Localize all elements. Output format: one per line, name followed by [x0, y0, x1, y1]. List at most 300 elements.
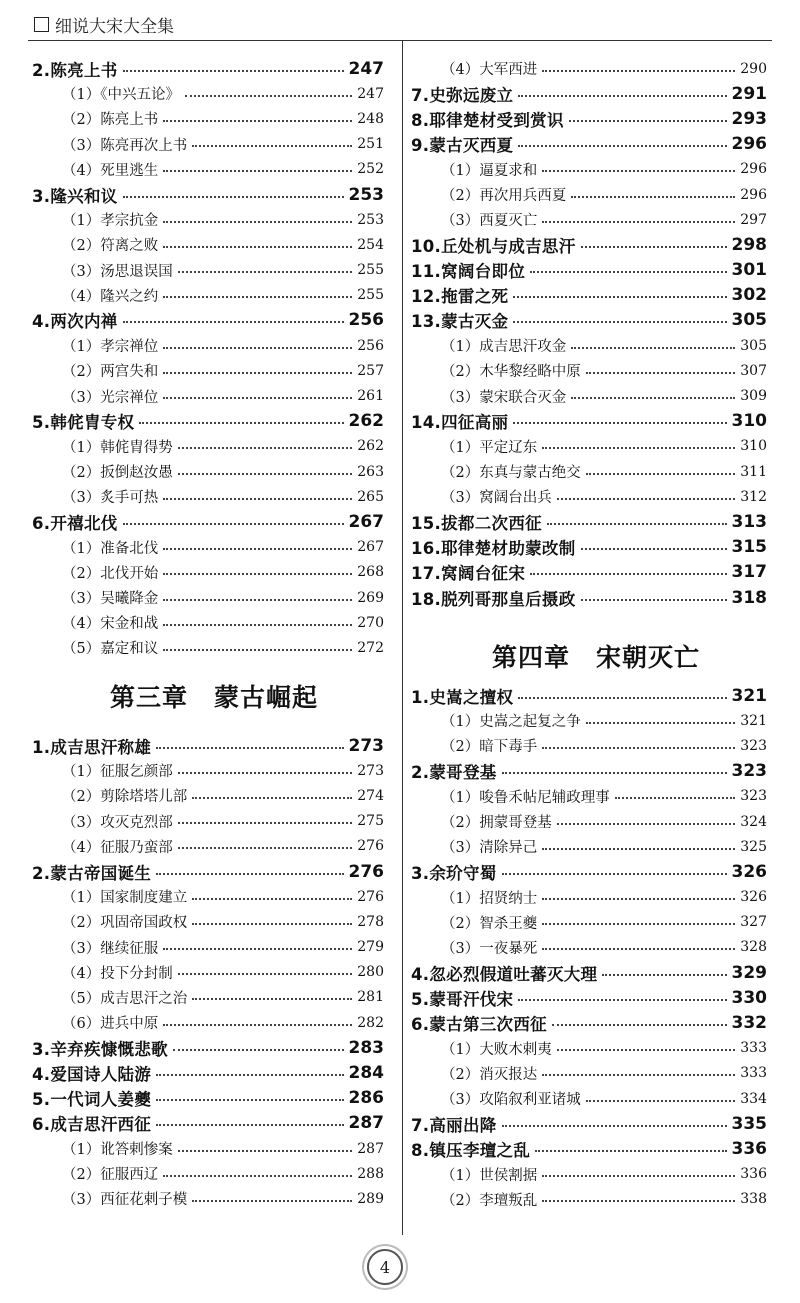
toc-subsection-entry	[32, 1186, 384, 1211]
toc-subsection-entry	[32, 132, 384, 157]
toc-entry-title: （1）世侯割据	[441, 1167, 538, 1184]
toc-subsection-entry	[32, 585, 384, 610]
toc-entry-title: （2）陈亮上书	[62, 112, 159, 129]
toc-entry-title: （3）西征花剌子模	[62, 1192, 188, 1209]
toc-entry-page: 251	[357, 136, 384, 153]
toc-entry-page: 297	[740, 211, 767, 228]
dot-leader	[513, 422, 726, 424]
toc-column-left-top	[32, 56, 384, 661]
toc-entry-title: （1）讹答剌惨案	[62, 1142, 173, 1159]
toc-entry-title: 12.拖雷之死	[411, 287, 509, 307]
toc-entry-page: 307	[740, 362, 767, 379]
toc-entry-title: 8.镇压李璮之乱	[411, 1140, 531, 1160]
toc-entry-title: （4）死里逃生	[62, 162, 159, 179]
toc-entry-title: （3）攻灭克烈部	[62, 814, 173, 831]
toc-section-entry	[411, 81, 767, 106]
toc-column-right-top	[411, 56, 767, 610]
dot-leader	[178, 1150, 353, 1152]
toc-section-entry	[411, 509, 767, 534]
dot-leader	[586, 1100, 736, 1102]
dot-leader	[139, 422, 343, 424]
toc-entry-page: 255	[357, 262, 384, 279]
toc-entry-title: 18.脱列哥那皇后摄政	[411, 589, 576, 609]
toc-entry-page: 312	[740, 488, 767, 505]
dot-leader	[156, 873, 343, 875]
toc-entry-title: （2）木华黎经略中原	[441, 364, 581, 381]
toc-entry-page: 276	[348, 861, 384, 882]
dot-leader	[192, 1200, 352, 1202]
toc-subsection-entry	[32, 535, 384, 560]
toc-entry-page: 275	[357, 813, 384, 830]
toc-section-entry	[32, 1035, 384, 1060]
toc-entry-title: 4.爱国诗人陆游	[32, 1065, 152, 1085]
dot-leader	[163, 573, 352, 575]
toc-section-entry	[32, 308, 384, 333]
dot-leader	[557, 823, 736, 825]
dot-leader	[163, 948, 352, 950]
toc-column-right-bottom	[411, 683, 767, 1212]
dot-leader	[552, 1024, 727, 1026]
toc-section-entry	[411, 585, 767, 610]
dot-leader	[513, 321, 726, 323]
toc-entry-title: 5.一代词人姜夔	[32, 1090, 152, 1110]
header-rule	[28, 40, 772, 41]
dot-leader	[586, 473, 736, 475]
toc-section-entry	[32, 1111, 384, 1136]
toc-entry-page: 253	[348, 184, 384, 205]
toc-subsection-entry	[411, 383, 767, 408]
toc-entry-title: （2）符离之败	[62, 238, 159, 255]
toc-entry-page: 336	[740, 1166, 767, 1183]
toc-section-entry	[411, 132, 767, 157]
toc-entry-title: 6.蒙古第三次西征	[411, 1015, 547, 1035]
toc-entry-title: 15.拔都二次西征	[411, 513, 542, 533]
toc-entry-title: （4）大军西进	[441, 62, 538, 79]
toc-subsection-entry	[32, 484, 384, 509]
dot-leader	[178, 847, 353, 849]
toc-entry-page: 301	[731, 260, 767, 281]
toc-entry-title: 17.窝阔台征宋	[411, 564, 526, 584]
toc-entry-page: 323	[731, 761, 767, 782]
toc-entry-page: 247	[348, 58, 384, 79]
toc-entry-page: 326	[731, 861, 767, 882]
toc-entry-page: 336	[731, 1138, 767, 1159]
toc-section-entry	[411, 985, 767, 1010]
dot-leader	[518, 145, 726, 147]
toc-entry-page: 338	[740, 1191, 767, 1208]
toc-subsection-entry	[32, 758, 384, 783]
dot-leader	[542, 948, 735, 950]
toc-section-entry	[411, 1111, 767, 1136]
toc-entry-page: 281	[357, 989, 384, 1006]
toc-subsection-entry	[411, 708, 767, 733]
toc-entry-page: 328	[740, 939, 767, 956]
toc-entry-title: 7.史弥远废立	[411, 85, 514, 105]
toc-entry-title: （1）成吉思汗攻金	[441, 339, 567, 356]
toc-entry-page: 311	[740, 463, 767, 480]
toc-subsection-entry	[411, 885, 767, 910]
toc-subsection-entry	[411, 1187, 767, 1212]
toc-entry-page: 278	[357, 913, 384, 930]
dot-leader	[163, 624, 352, 626]
toc-entry-page: 256	[357, 337, 384, 354]
chapter-heading-4: 第四章 宋朝灭亡	[492, 643, 701, 672]
toc-entry-title: （3）清除异己	[441, 840, 538, 857]
toc-subsection-entry	[32, 884, 384, 909]
dot-leader	[163, 649, 352, 651]
dot-leader	[163, 372, 352, 374]
column-divider	[402, 40, 403, 1235]
dot-leader	[502, 1125, 727, 1127]
dot-leader	[535, 1150, 726, 1152]
toc-entry-title: 2.蒙哥登基	[411, 763, 497, 783]
toc-entry-page: 247	[357, 85, 384, 102]
dot-leader	[192, 797, 352, 799]
toc-entry-page: 252	[357, 161, 384, 178]
toc-entry-title: 3.余玠守蜀	[411, 863, 497, 883]
toc-entry-title: 11.窝阔台即位	[411, 262, 526, 282]
toc-entry-title: （2）智杀王夔	[441, 915, 538, 932]
toc-section-entry	[32, 182, 384, 207]
toc-section-entry	[411, 308, 767, 333]
toc-entry-title: （4）隆兴之约	[62, 288, 159, 305]
toc-entry-page: 267	[348, 511, 384, 532]
toc-entry-page: 273	[348, 735, 384, 756]
toc-subsection-entry	[32, 383, 384, 408]
dot-leader	[542, 1175, 735, 1177]
toc-entry-title: （3）西夏灭亡	[441, 213, 538, 230]
toc-entry-title: （3）一夜暴死	[441, 940, 538, 957]
dot-leader	[615, 797, 736, 799]
toc-entry-page: 296	[740, 186, 767, 203]
toc-entry-page: 269	[357, 589, 384, 606]
toc-entry-title: 1.成吉思汗称雄	[32, 737, 152, 757]
toc-entry-title: （5）成吉思汗之治	[62, 990, 188, 1007]
dot-leader	[542, 221, 735, 223]
dot-leader	[518, 999, 726, 1001]
toc-entry-title: 4.两次内禅	[32, 312, 118, 332]
dot-leader	[163, 498, 352, 500]
toc-subsection-entry	[411, 1162, 767, 1187]
toc-section-entry	[411, 960, 767, 985]
toc-entry-page: 309	[740, 388, 767, 405]
running-header	[34, 12, 174, 36]
toc-entry-page: 321	[740, 712, 767, 729]
toc-entry-title: （4）征服乃蛮部	[62, 839, 173, 856]
dot-leader	[178, 822, 353, 824]
toc-entry-title: （4）宋金和战	[62, 616, 159, 633]
dot-leader	[156, 1074, 343, 1076]
toc-entry-title: （3）汤思退误国	[62, 263, 173, 280]
toc-section-entry	[411, 283, 767, 308]
dot-leader	[542, 1074, 735, 1076]
dot-leader	[123, 523, 344, 525]
toc-entry-page: 310	[740, 438, 767, 455]
dot-leader	[163, 1024, 352, 1026]
toc-entry-page: 323	[740, 737, 767, 754]
dot-leader	[178, 473, 353, 475]
toc-subsection-entry	[411, 434, 767, 459]
dot-leader	[178, 271, 353, 273]
toc-subsection-entry	[32, 560, 384, 585]
toc-entry-page: 280	[357, 964, 384, 981]
dot-leader	[156, 1099, 343, 1101]
toc-entry-page: 254	[357, 236, 384, 253]
toc-subsection-entry	[32, 232, 384, 257]
toc-entry-page: 255	[357, 287, 384, 304]
dot-leader	[123, 70, 344, 72]
toc-entry-page: 287	[357, 1140, 384, 1157]
dot-leader	[163, 1175, 352, 1177]
dot-leader	[163, 548, 352, 550]
toc-subsection-entry	[32, 283, 384, 308]
toc-section-entry	[32, 409, 384, 434]
toc-entry-title: （2）东真与蒙古绝交	[441, 465, 581, 482]
toc-entry-page: 282	[357, 1014, 384, 1031]
toc-section-entry	[411, 759, 767, 784]
dot-leader	[185, 95, 352, 97]
toc-entry-title: （3）继续征服	[62, 940, 159, 957]
toc-subsection-entry	[32, 834, 384, 859]
toc-entry-title: 13.蒙古灭金	[411, 312, 509, 332]
toc-subsection-entry	[32, 434, 384, 459]
dot-leader	[163, 170, 352, 172]
toc-entry-page: 333	[740, 1065, 767, 1082]
toc-subsection-entry	[411, 1061, 767, 1086]
toc-entry-title: （2）再次用兵西夏	[441, 188, 567, 205]
dot-leader	[571, 196, 735, 198]
dot-leader	[557, 1049, 736, 1051]
toc-subsection-entry	[411, 834, 767, 859]
dot-leader	[192, 923, 352, 925]
toc-subsection-entry	[411, 809, 767, 834]
toc-subsection-entry	[32, 459, 384, 484]
dot-leader	[156, 747, 343, 749]
dot-leader	[518, 95, 726, 97]
toc-entry-title: （3）蒙宋联合灭金	[441, 389, 567, 406]
dot-leader	[530, 573, 726, 575]
toc-entry-title: （2）北伐开始	[62, 565, 159, 582]
toc-entry-page: 284	[348, 1063, 384, 1084]
dot-leader	[571, 347, 735, 349]
toc-entry-page: 333	[740, 1040, 767, 1057]
toc-entry-page: 334	[740, 1090, 767, 1107]
dot-leader	[178, 447, 353, 449]
toc-subsection-entry	[411, 935, 767, 960]
toc-subsection-entry	[411, 182, 767, 207]
toc-entry-title: （1）孝宗禅位	[62, 339, 159, 356]
toc-entry-page: 293	[731, 108, 767, 129]
toc-subsection-entry	[411, 1036, 767, 1061]
dot-leader	[163, 397, 352, 399]
toc-entry-page: 321	[731, 685, 767, 706]
dot-leader	[542, 848, 735, 850]
toc-entry-title: （1）韩侂胄得势	[62, 439, 173, 456]
toc-entry-page: 262	[357, 438, 384, 455]
toc-entry-title: 2.蒙古帝国诞生	[32, 863, 152, 883]
toc-entry-title: （2）两宫失和	[62, 364, 159, 381]
toc-entry-page: 324	[740, 813, 767, 830]
toc-entry-page: 310	[731, 411, 767, 432]
dot-leader	[156, 1124, 343, 1126]
toc-entry-title: 10.丘处机与成吉思汗	[411, 236, 576, 256]
toc-entry-title: 6.开禧北伐	[32, 513, 118, 533]
toc-section-entry	[411, 859, 767, 884]
toc-entry-title: （3）攻陷叙利亚诸城	[441, 1092, 581, 1109]
toc-subsection-entry	[411, 484, 767, 509]
toc-entry-title: （2）消灭报达	[441, 1066, 538, 1083]
toc-subsection-entry	[32, 1136, 384, 1161]
toc-entry-page: 325	[740, 838, 767, 855]
toc-subsection-entry	[32, 258, 384, 283]
dot-leader	[581, 548, 727, 550]
dot-leader	[602, 974, 726, 976]
toc-subsection-entry	[32, 333, 384, 358]
dot-leader	[192, 898, 352, 900]
toc-entry-title: （1）孝宗抗金	[62, 213, 159, 230]
toc-subsection-entry	[32, 81, 384, 106]
toc-entry-title: 4.忽必烈假道吐蕃灭大理	[411, 964, 598, 984]
toc-entry-page: 283	[348, 1037, 384, 1058]
toc-entry-page: 257	[357, 362, 384, 379]
toc-entry-title: 1.史嵩之擅权	[411, 687, 514, 707]
dot-leader	[518, 697, 726, 699]
toc-entry-title: （1）征服乞颜部	[62, 764, 173, 781]
toc-entry-title: （2）巩固帝国政权	[62, 915, 188, 932]
toc-subsection-entry	[32, 809, 384, 834]
toc-entry-title: 2.陈亮上书	[32, 60, 118, 80]
dot-leader	[586, 372, 736, 374]
toc-subsection-entry	[32, 157, 384, 182]
toc-subsection-entry	[32, 1010, 384, 1035]
toc-entry-title: （1）平定辽东	[441, 439, 538, 456]
book-title: 细说大宋大全集	[55, 16, 174, 37]
toc-subsection-entry	[411, 733, 767, 758]
dot-leader	[163, 246, 352, 248]
toc-entry-title: 8.耶律楚材受到赏识	[411, 110, 564, 130]
toc-entry-title: （2）李璮叛乱	[441, 1192, 538, 1209]
toc-subsection-entry	[32, 985, 384, 1010]
dot-leader	[502, 873, 727, 875]
dot-leader	[192, 998, 352, 1000]
toc-subsection-entry	[32, 610, 384, 635]
dot-leader	[163, 120, 352, 122]
toc-subsection-entry	[32, 1161, 384, 1186]
dot-leader	[581, 599, 727, 601]
toc-subsection-entry	[411, 56, 767, 81]
toc-entry-page: 279	[357, 939, 384, 956]
toc-subsection-entry	[32, 935, 384, 960]
toc-entry-page: 268	[357, 564, 384, 581]
toc-entry-page: 270	[357, 614, 384, 631]
dot-leader	[557, 498, 736, 500]
toc-section-entry	[411, 409, 767, 434]
toc-entry-page: 296	[740, 161, 767, 178]
toc-entry-title: 5.蒙哥汗伐宋	[411, 989, 514, 1009]
toc-entry-title: （1）招贤纳士	[441, 890, 538, 907]
toc-section-entry	[411, 106, 767, 131]
toc-entry-title: （4）投下分封制	[62, 965, 173, 982]
dot-leader	[542, 447, 735, 449]
toc-entry-title: （3）吴曦降金	[62, 591, 159, 608]
toc-entry-page: 296	[731, 134, 767, 155]
toc-entry-page: 286	[348, 1088, 384, 1109]
dot-leader	[530, 271, 726, 273]
toc-entry-title: （1）《中兴五论》	[62, 87, 180, 104]
toc-entry-title: （1）大败木剌夷	[441, 1041, 552, 1058]
toc-entry-page: 318	[731, 587, 767, 608]
toc-entry-title: 14.四征高丽	[411, 413, 509, 433]
toc-section-entry	[411, 232, 767, 257]
toc-entry-page: 323	[740, 788, 767, 805]
toc-entry-page: 305	[740, 337, 767, 354]
dot-leader	[163, 599, 352, 601]
page-number: 4	[367, 1249, 403, 1285]
toc-column-left-bottom	[32, 733, 384, 1212]
toc-entry-title: 3.辛弃疾慷慨悲歌	[32, 1039, 168, 1059]
toc-subsection-entry	[411, 207, 767, 232]
toc-subsection-entry	[411, 910, 767, 935]
toc-entry-page: 267	[357, 539, 384, 556]
toc-entry-page: 256	[348, 310, 384, 331]
toc-entry-title: （1）唆鲁禾帖尼辅政理事	[441, 789, 610, 806]
toc-entry-title: （1）国家制度建立	[62, 890, 188, 907]
toc-section-entry	[32, 1086, 384, 1111]
dot-leader	[502, 772, 727, 774]
dot-leader	[163, 347, 352, 349]
toc-entry-page: 261	[357, 388, 384, 405]
toc-entry-title: （2）剪除塔塔儿部	[62, 789, 188, 806]
toc-section-entry	[32, 859, 384, 884]
toc-entry-page: 288	[357, 1165, 384, 1182]
dot-leader	[571, 397, 735, 399]
toc-entry-page: 273	[357, 762, 384, 779]
dot-leader	[192, 145, 352, 147]
toc-entry-title: 9.蒙古灭西夏	[411, 136, 514, 156]
toc-section-entry	[411, 535, 767, 560]
toc-entry-page: 272	[357, 639, 384, 656]
dot-leader	[163, 296, 352, 298]
toc-subsection-entry	[32, 106, 384, 131]
toc-entry-page: 263	[357, 463, 384, 480]
dot-leader	[542, 747, 735, 749]
toc-entry-title: （6）进兵中原	[62, 1016, 159, 1033]
dot-leader	[163, 221, 352, 223]
dot-leader	[173, 1049, 344, 1051]
dot-leader	[547, 523, 727, 525]
toc-entry-page: 313	[731, 511, 767, 532]
dot-leader	[513, 296, 726, 298]
toc-entry-page: 326	[740, 889, 767, 906]
toc-section-entry	[411, 258, 767, 283]
toc-entry-page: 329	[731, 962, 767, 983]
dot-leader	[586, 722, 736, 724]
toc-entry-page: 335	[731, 1113, 767, 1134]
toc-entry-title: 16.耶律楚材助蒙改制	[411, 539, 576, 559]
toc-subsection-entry	[32, 783, 384, 808]
toc-entry-title: （2）拥蒙哥登基	[441, 815, 552, 832]
toc-subsection-entry	[411, 1086, 767, 1111]
toc-entry-page: 327	[740, 914, 767, 931]
dot-leader	[542, 70, 735, 72]
dot-leader	[542, 1200, 735, 1202]
toc-entry-title: （1）史嵩之起复之争	[441, 714, 581, 731]
toc-entry-title: （3）陈亮再次上书	[62, 137, 188, 154]
toc-entry-title: （1）逼夏求和	[441, 162, 538, 179]
toc-entry-title: （2）暗下毒手	[441, 739, 538, 756]
toc-section-entry	[411, 1136, 767, 1161]
toc-entry-title: （2）扳倒赵汝愚	[62, 465, 173, 482]
